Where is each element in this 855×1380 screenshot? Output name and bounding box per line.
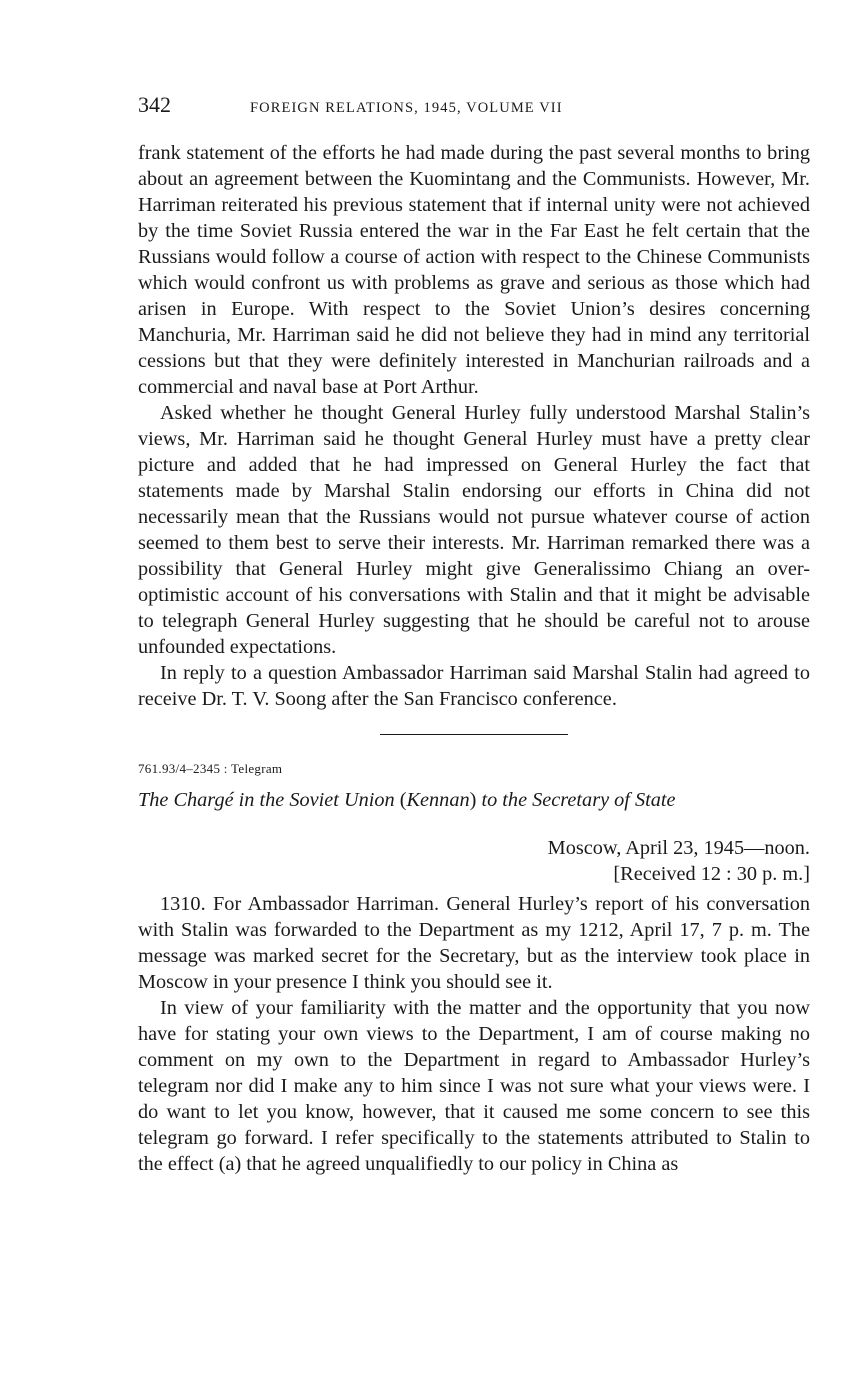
paragraph-soong-conference: In reply to a question Ambassador Harriman said Marshal Stalin had agreed to receive Dr. T. V. Soong after the San Francisco conference. [138, 662, 810, 710]
paragraph-telegram-concern: In view of your familiarity with the matter and the opportunity that you now have for stating your own views to the Department, I am of course making no comment on my own to the Department in regard to Ambassador Hurley’s telegram nor did I make any to him since I was not sure what your views were. I do want to let you know, however, that it caused me some concern to see this telegram go forward. I refer specifically to the statements attributed to Stalin to the effect (a) that he agreed unqualifiedly to our policy in China as [138, 997, 810, 1175]
page [138, 92, 810, 1177]
title-part-2: to the Secretary of State [476, 789, 676, 811]
section-divider [380, 734, 568, 735]
title-paren-open: ( [399, 789, 407, 811]
paragraph-continuation: frank statement of the efforts he had made during the past several months to bring about an agreement between the Kuomintang and the Communists. However, Mr. Harriman reiterated his previous statement that if internal unity were not achieved by the time Soviet Russia entered the war in the Far East he felt certain that the Russians would follow a course of action with respect to the Chinese Communists which would confront us with problems as grave and serious as those which had arisen in Europe. With respect to the Soviet Union’s desires concerning Manchuria, Mr. Harriman said he did not believe they had in mind any territorial cessions but that they were definitely interested in Manchurian railroads and a commercial and naval base at Port Arthur. [138, 142, 810, 398]
file-reference: 761.93/4–2345 : Telegram [138, 761, 283, 776]
title-paren-close: ) [469, 789, 477, 811]
title-name: Kennan [406, 789, 470, 811]
dateline: Moscow, April 23, 1945—noon. [547, 837, 810, 859]
running-title: FOREIGN RELATIONS, 1945, VOLUME VII [250, 100, 563, 116]
document-title [138, 787, 810, 813]
page-number: 342 [138, 92, 171, 117]
received-line: [Received 12 : 30 p. m.] [613, 863, 810, 885]
running-head [138, 92, 810, 126]
paragraph-hurley-understanding: Asked whether he thought General Hurley fully understood Marshal Stalin’s views, Mr. Harriman said he thought General Hurley must have a pretty clear picture and added that he had impressed on General Hurley the fact that statements made by Marshal Stalin endorsing our efforts in China did not necessarily mean that the Russians would not pursue whatever course of action seemed to them best to serve their interests. Mr. Harriman remarked there was a possibility that General Hurley might give Generalissimo Chiang an over-optimistic account of his conversations with Stalin and that it might be advisable to telegraph General Hurley suggesting that he should be careful not to arouse unfounded expectations. [138, 402, 810, 658]
title-part-1: The Chargé in the Soviet Union [138, 789, 400, 811]
paragraph-telegram-1310: 1310. For Ambassador Harriman. General Hurley’s report of his conversation with Stalin was forwarded to the Department as my 1212, April 17, 7 p. m. The message was marked secret for the Secretary, but as the interview took place in Moscow in your presence I think you should see it. [138, 893, 810, 993]
